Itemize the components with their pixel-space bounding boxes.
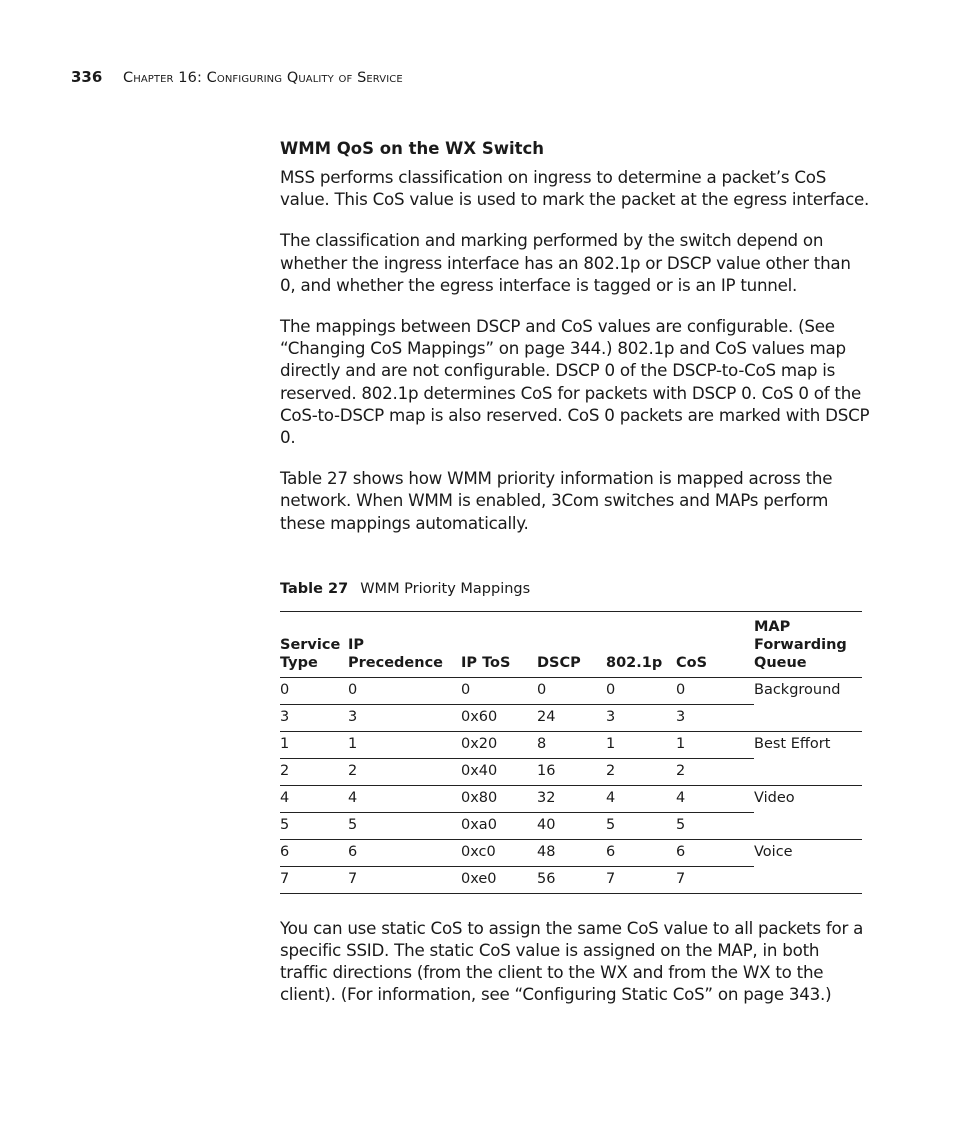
cell-8021p: 0 xyxy=(606,677,676,704)
main-content xyxy=(280,137,870,1025)
header-8021p: 802.1p xyxy=(606,611,676,677)
cell-cos: 6 xyxy=(676,839,754,866)
table-caption xyxy=(280,579,870,599)
cell-8021p: 1 xyxy=(606,731,676,758)
table-row xyxy=(280,785,862,812)
chapter-title: Chapter 16: Configuring Quality of Service xyxy=(123,70,403,86)
cell-queue-best-effort: Best Effort xyxy=(754,731,862,785)
header-dscp: DSCP xyxy=(537,611,606,677)
header-ip-tos: IP ToS xyxy=(461,611,537,677)
cell-ip-precedence: 4 xyxy=(348,785,461,812)
cell-cos: 3 xyxy=(676,704,754,731)
cell-ip-precedence: 5 xyxy=(348,812,461,839)
header-cos: CoS xyxy=(676,611,754,677)
cell-ip-precedence: 2 xyxy=(348,758,461,785)
cell-queue-voice: Voice xyxy=(754,839,862,893)
cell-service-type: 7 xyxy=(280,866,348,893)
section-heading: WMM QoS on the WX Switch xyxy=(280,139,545,158)
cell-8021p: 3 xyxy=(606,704,676,731)
cell-cos: 0 xyxy=(676,677,754,704)
cell-ip-tos: 0x60 xyxy=(461,704,537,731)
cell-service-type: 1 xyxy=(280,731,348,758)
cell-ip-precedence: 0 xyxy=(348,677,461,704)
cell-ip-tos: 0x20 xyxy=(461,731,537,758)
cell-service-type: 2 xyxy=(280,758,348,785)
cell-dscp: 40 xyxy=(537,812,606,839)
cell-ip-precedence: 6 xyxy=(348,839,461,866)
header-service-type: Service Type xyxy=(280,611,348,677)
paragraph-static-cos: You can use static CoS to assign the same CoS value to all packets for a specific SSID. The static CoS value is assigned on the MAP, in both traffic directions (from the client to the WX and from the WX to the client). (For information, see “Configuring Static CoS” on page 343.) xyxy=(280,917,864,1005)
table-caption-label: Table 27 xyxy=(280,580,349,597)
cell-cos: 4 xyxy=(676,785,754,812)
paragraph-marking: The classification and marking performed by the switch depend on whether the ingress interface has an 802.1p or DSCP value other than 0, and whether the egress interface is tagged or is an IP tunnel. xyxy=(280,230,851,295)
paragraph-classification: MSS performs classification on ingress to determine a packet’s CoS value. This CoS value is used to mark the packet at the egress interface. xyxy=(280,167,870,210)
cell-8021p: 6 xyxy=(606,839,676,866)
cell-service-type: 0 xyxy=(280,677,348,704)
cell-8021p: 2 xyxy=(606,758,676,785)
cell-ip-precedence: 3 xyxy=(348,704,461,731)
cell-cos: 5 xyxy=(676,812,754,839)
cell-dscp: 48 xyxy=(537,839,606,866)
cell-service-type: 3 xyxy=(280,704,348,731)
cell-ip-tos: 0x40 xyxy=(461,758,537,785)
table-header-row xyxy=(280,611,862,677)
cell-cos: 2 xyxy=(676,758,754,785)
wmm-priority-table xyxy=(280,611,862,894)
cell-dscp: 56 xyxy=(537,866,606,893)
cell-ip-tos: 0 xyxy=(461,677,537,704)
cell-dscp: 0 xyxy=(537,677,606,704)
cell-8021p: 4 xyxy=(606,785,676,812)
cell-queue-video: Video xyxy=(754,785,862,839)
cell-8021p: 7 xyxy=(606,866,676,893)
table-row xyxy=(280,731,862,758)
header-map-forwarding-queue: MAP Forwarding Queue xyxy=(754,611,862,677)
cell-ip-precedence: 7 xyxy=(348,866,461,893)
page-number: 336 xyxy=(71,68,103,86)
header-ip-precedence: IP Precedence xyxy=(348,611,461,677)
cell-ip-precedence: 1 xyxy=(348,731,461,758)
cell-8021p: 5 xyxy=(606,812,676,839)
cell-service-type: 4 xyxy=(280,785,348,812)
table-row xyxy=(280,839,862,866)
cell-dscp: 24 xyxy=(537,704,606,731)
cell-dscp: 8 xyxy=(537,731,606,758)
cell-dscp: 32 xyxy=(537,785,606,812)
cell-ip-tos: 0xc0 xyxy=(461,839,537,866)
table-row xyxy=(280,677,862,704)
running-head xyxy=(71,67,403,88)
cell-service-type: 5 xyxy=(280,812,348,839)
cell-cos: 7 xyxy=(676,866,754,893)
cell-dscp: 16 xyxy=(537,758,606,785)
cell-cos: 1 xyxy=(676,731,754,758)
cell-ip-tos: 0x80 xyxy=(461,785,537,812)
cell-queue-background: Background xyxy=(754,677,862,731)
cell-ip-tos: 0xe0 xyxy=(461,866,537,893)
table-caption-title: WMM Priority Mappings xyxy=(360,580,531,597)
cell-service-type: 6 xyxy=(280,839,348,866)
paragraph-mappings: The mappings between DSCP and CoS values are configurable. (See “Changing CoS Mappings” on page 344.) 802.1p and CoS values map directly and are not configurable. DSCP 0 of the DSCP-to-CoS map is reserved. 802.1p determines CoS for packets with DSCP 0. CoS 0 of the CoS-to-DSCP map is also reserved. CoS 0 packets are marked with DSCP 0. xyxy=(280,316,870,448)
paragraph-table-intro: Table 27 shows how WMM priority information is mapped across the network. When WMM is enabled, 3Com switches and MAPs perform these mappings automatically. xyxy=(280,468,833,533)
cell-ip-tos: 0xa0 xyxy=(461,812,537,839)
